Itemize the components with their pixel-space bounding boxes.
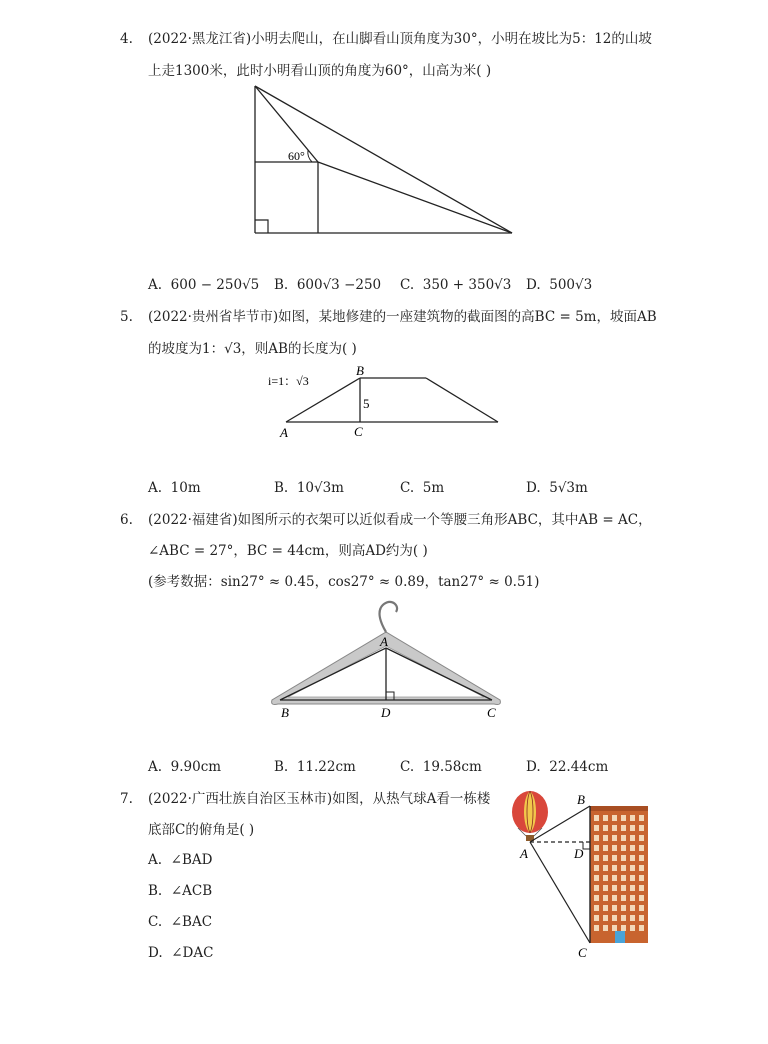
option-c[interactable] xyxy=(400,276,511,294)
question-text-line2: 底部C的俯角是( ) xyxy=(148,822,255,838)
window xyxy=(594,835,599,841)
option-letter: D. xyxy=(526,277,541,293)
option-a[interactable] xyxy=(148,758,221,776)
window xyxy=(594,815,599,821)
option-a[interactable] xyxy=(148,851,212,869)
option-b[interactable] xyxy=(274,758,356,776)
window xyxy=(603,865,608,871)
option-text: 19.58cm xyxy=(422,759,482,775)
window xyxy=(621,835,626,841)
option-text: 22.44cm xyxy=(549,759,609,775)
window xyxy=(612,815,617,821)
window xyxy=(630,875,635,881)
option-a[interactable] xyxy=(148,479,201,497)
option-letter: D. xyxy=(148,945,163,961)
building-icon xyxy=(590,806,648,943)
option-text: 350 + 350√3 xyxy=(422,277,512,293)
window xyxy=(612,885,617,891)
question-text-line1: (2022·广西壮族自治区玉林市)如图，从热气球A看一栋楼 xyxy=(148,791,491,807)
hot-air-balloon-icon xyxy=(512,791,548,841)
option-text: 9.90cm xyxy=(170,759,222,775)
window xyxy=(603,825,608,831)
option-b[interactable] xyxy=(148,882,212,900)
option-b[interactable] xyxy=(274,479,344,497)
window xyxy=(594,915,599,921)
window xyxy=(612,875,617,881)
window xyxy=(630,825,635,831)
point-c-label: C xyxy=(578,945,587,960)
window xyxy=(621,905,626,911)
option-letter: C. xyxy=(400,480,415,496)
option-letter: B. xyxy=(274,759,289,775)
window xyxy=(639,845,644,851)
point-a-label: A xyxy=(280,425,288,440)
option-b[interactable] xyxy=(274,276,381,294)
window xyxy=(612,925,617,931)
window xyxy=(603,855,608,861)
option-text: 5√3m xyxy=(549,480,588,496)
question-number: 6. xyxy=(120,512,133,528)
option-letter: C. xyxy=(148,914,163,930)
option-d[interactable] xyxy=(526,276,592,294)
option-letter: B. xyxy=(148,883,163,899)
window xyxy=(639,855,644,861)
option-letter: B. xyxy=(274,480,289,496)
window xyxy=(594,865,599,871)
option-letter: A. xyxy=(148,759,163,775)
window xyxy=(594,905,599,911)
option-text: ∠BAD xyxy=(170,852,213,868)
option-letter: A. xyxy=(148,277,163,293)
window xyxy=(639,875,644,881)
window xyxy=(594,875,599,881)
option-c[interactable] xyxy=(400,479,444,497)
hanger-figure xyxy=(268,596,504,720)
point-b-label: B xyxy=(356,363,364,378)
option-c[interactable] xyxy=(400,758,482,776)
mountain-figure xyxy=(250,82,520,240)
option-letter: D. xyxy=(526,759,541,775)
window xyxy=(639,865,644,871)
point-c-label: C xyxy=(354,424,363,439)
question-text-line2: 的坡度为1：√3，则AB的长度为( ) xyxy=(148,341,357,357)
window xyxy=(639,915,644,921)
balloon-building-figure xyxy=(504,788,650,963)
window xyxy=(630,815,635,821)
building-section-figure xyxy=(262,362,507,442)
question-number: 7. xyxy=(120,791,133,807)
window xyxy=(630,865,635,871)
slope-label: i=1：√3 xyxy=(268,374,309,388)
option-text: 500√3 xyxy=(549,277,593,293)
option-text: 10m xyxy=(170,480,201,496)
option-letter: D. xyxy=(526,480,541,496)
window xyxy=(621,845,626,851)
window xyxy=(621,865,626,871)
option-letter: C. xyxy=(400,759,415,775)
option-letter: A. xyxy=(148,480,163,496)
window xyxy=(639,835,644,841)
window xyxy=(630,845,635,851)
question-text-line1: (2022·贵州省毕节市)如图，某地修建的一座建筑物的截面图的高BC = 5m，坡面AB xyxy=(148,309,657,325)
question-text-line1: (2022·黑龙江省)小明去爬山，在山脚看山顶角度为30°，小明在坡比为5：12的山坡 xyxy=(148,31,652,47)
window xyxy=(639,925,644,931)
window xyxy=(621,915,626,921)
window xyxy=(639,815,644,821)
question-number: 5. xyxy=(120,309,133,325)
window xyxy=(603,815,608,821)
window xyxy=(621,925,626,931)
window xyxy=(612,825,617,831)
window xyxy=(639,885,644,891)
window xyxy=(612,915,617,921)
option-letter: A. xyxy=(148,852,163,868)
height-label: 5 xyxy=(363,396,370,411)
window xyxy=(630,855,635,861)
question-text-line2: ∠ABC = 27°，BC = 44cm，则高AD约为( ) xyxy=(148,543,428,559)
window xyxy=(612,845,617,851)
angle-label: 60° xyxy=(288,149,305,163)
window xyxy=(612,835,617,841)
window xyxy=(630,925,635,931)
point-c-label: C xyxy=(487,705,496,720)
option-a[interactable] xyxy=(148,276,259,294)
point-b-label: B xyxy=(577,792,585,807)
option-text: 5m xyxy=(422,480,445,496)
window xyxy=(621,885,626,891)
question-text-line3: (参考数据：sin27° ≈ 0.45，cos27° ≈ 0.89，tan27° ≈ 0.51) xyxy=(148,574,540,590)
window xyxy=(621,875,626,881)
window xyxy=(630,915,635,921)
point-a-label: A xyxy=(380,634,388,649)
window xyxy=(594,885,599,891)
window xyxy=(630,835,635,841)
window xyxy=(603,915,608,921)
option-text: 11.22cm xyxy=(296,759,356,775)
window xyxy=(612,855,617,861)
window xyxy=(621,895,626,901)
window xyxy=(639,895,644,901)
option-text: 600 − 250√5 xyxy=(170,277,260,293)
window xyxy=(603,925,608,931)
point-d-label: D xyxy=(381,705,391,720)
question-text-line2: 上走1300米，此时小明看山顶的角度为60°，山高为米( ) xyxy=(148,63,492,79)
window xyxy=(603,885,608,891)
window xyxy=(603,905,608,911)
option-letter: B. xyxy=(274,277,289,293)
point-d-label: D xyxy=(574,846,584,861)
option-text: ∠DAC xyxy=(171,945,214,961)
window xyxy=(594,925,599,931)
window xyxy=(603,895,608,901)
option-c[interactable] xyxy=(148,913,212,931)
window xyxy=(630,885,635,891)
point-a-label: A xyxy=(520,846,528,861)
window xyxy=(621,855,626,861)
window xyxy=(594,845,599,851)
window xyxy=(621,825,626,831)
window xyxy=(612,895,617,901)
question-text-line1: (2022·福建省)如图所示的衣架可以近似看成一个等腰三角形ABC，其中AB = AC， xyxy=(148,512,652,528)
window xyxy=(639,905,644,911)
option-text: ∠ACB xyxy=(170,883,213,899)
option-d[interactable] xyxy=(148,944,213,962)
window xyxy=(594,825,599,831)
window xyxy=(594,895,599,901)
option-text: ∠BAC xyxy=(170,914,213,930)
option-letter: C. xyxy=(400,277,415,293)
window xyxy=(621,815,626,821)
window xyxy=(603,845,608,851)
window xyxy=(612,905,617,911)
option-d[interactable] xyxy=(526,758,608,776)
question-number: 4. xyxy=(120,31,133,47)
window xyxy=(630,905,635,911)
window xyxy=(639,825,644,831)
window xyxy=(603,875,608,881)
window xyxy=(612,865,617,871)
point-b-label: B xyxy=(281,705,289,720)
option-text: 600√3 −250 xyxy=(296,277,382,293)
option-text: 10√3m xyxy=(296,480,344,496)
option-d[interactable] xyxy=(526,479,588,497)
window xyxy=(603,835,608,841)
window xyxy=(630,895,635,901)
window xyxy=(594,855,599,861)
